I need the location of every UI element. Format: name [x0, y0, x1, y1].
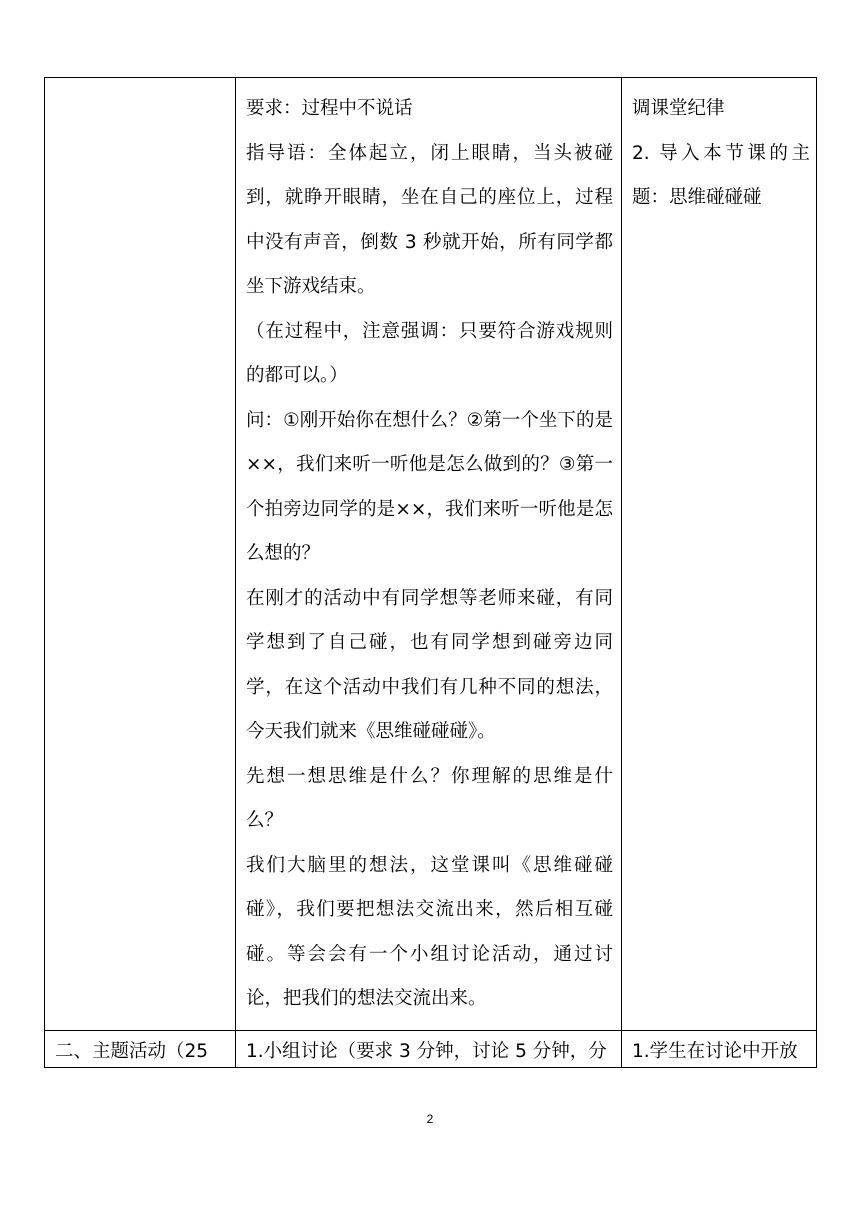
table-row [45, 1030, 817, 1067]
intent-paragraph: 2. 导入本节课的主题：思维碰碰碰 [632, 142, 810, 208]
activity-paragraph: 我们大脑里的想法，这堂课叫《思维碰碰碰》，我们要把想法交流出来，然后相互碰碰。等会会有一个小组讨论活动，通过讨论，把我们的想法交流出来。 [246, 854, 613, 1009]
activity-paragraph: （在过程中，注意强调：只要符合游戏规则的都可以。） [246, 320, 613, 386]
activity-paragraph: 先想一想思维是什么？你理解的思维是什么？ [246, 765, 613, 831]
table-row [45, 78, 817, 1031]
stage-label: 二、主题活动（25 [55, 1040, 209, 1062]
lesson-plan-table [44, 77, 817, 1068]
activity-paragraph: 在刚才的活动中有同学想等老师来碰，有同学想到了自己碰，也有同学想到碰旁边同学，在这个活动中我们有几种不同的想法，今天我们就来《思维碰碰碰》。 [246, 587, 613, 742]
design-intent-cell [622, 1030, 817, 1067]
activity-paragraph: 问：①刚开始你在想什么？②第一个坐下的是××，我们来听一听他是怎么做到的？③第一个拍旁边同学的是××，我们来听一听他是怎么想的？ [246, 409, 613, 564]
stage-cell [45, 78, 236, 1031]
activity-paragraph: 指导语：全体起立，闭上眼睛，当头被碰到，就睁开眼睛，坐在自己的座位上，过程中没有声音，倒数 3 秒就开始，所有同学都坐下游戏结束。 [246, 142, 613, 297]
intent-text: 1.学生在讨论中开放 [632, 1040, 798, 1062]
teacher-activity-cell [236, 78, 622, 1031]
page-number: 2 [426, 1112, 434, 1126]
intent-paragraph: 调课堂纪律 [632, 98, 725, 119]
design-intent-cell [622, 78, 817, 1031]
stage-cell [45, 1030, 236, 1067]
activity-text: 1.小组讨论（要求 3 分钟，讨论 5 分钟，分 [246, 1040, 607, 1062]
teacher-activity-cell [236, 1030, 622, 1067]
activity-paragraph: 要求：过程中不说话 [246, 98, 413, 119]
